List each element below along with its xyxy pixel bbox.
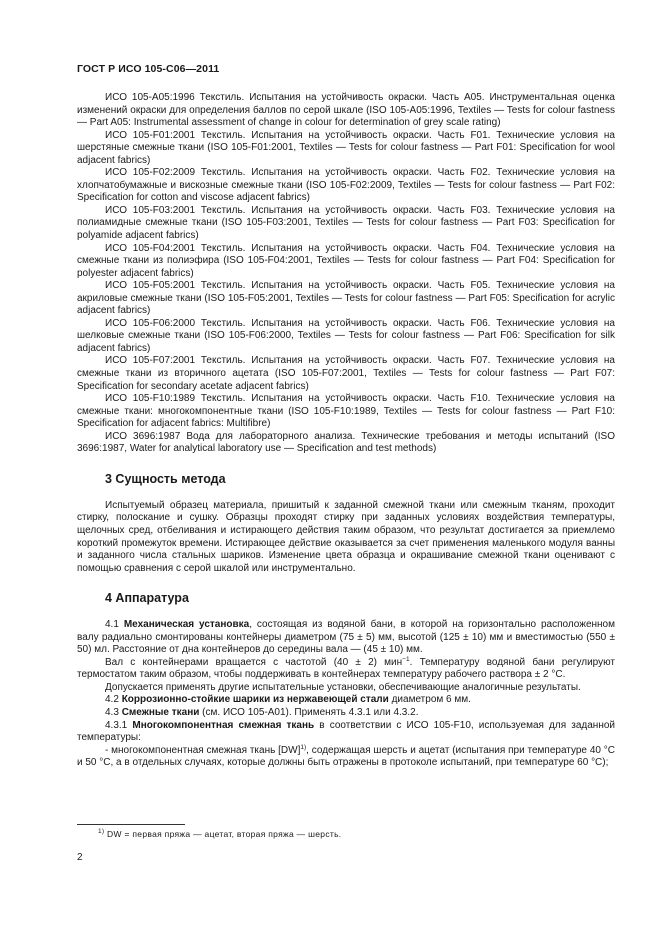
- footnote-mark: 1): [98, 828, 105, 835]
- clause-term: Механическая установка: [123, 619, 250, 631]
- reference-item: ИСО 105-F05:2001 Текстиль. Испытания на устойчивость окраски. Часть F05. Технические условия на акриловые смежные ткани (ISO 105-F05:2001, Textiles — Tests for colour fastness — Part F05: Specification for acrylic adjacent fabrics): [77, 280, 615, 317]
- reference-item: ИСО 105-F07:2001 Текстиль. Испытания на устойчивость окраски. Часть F07. Технические условия на смежные ткани из вторичного ацетата (ISO 105-F07:2001, Textiles — Tests for colour fastness — Part F07: Specification for secondary acetate adjacent fabrics): [77, 355, 615, 392]
- clause-number: 4.3.1: [105, 719, 128, 731]
- clause-4-3: [77, 707, 615, 720]
- page-number: 2: [77, 852, 83, 863]
- clause-text: диаметром 6 мм.: [388, 694, 471, 706]
- clause-term: Смежные ткани: [121, 706, 200, 718]
- reference-item: ИСО 105-F04:2001 Текстиль. Испытания на устойчивость окраски. Часть F04. Технические условия на смежные ткани из полиэфира (ISO 105-F04:2001, Textiles — Tests for colour fastness — Part F04: Specification for polyester adjacent fabrics): [77, 242, 615, 279]
- clause-text: (см. ИСО 105-А01). Применять 4.3.1 или 4.3.2.: [199, 706, 419, 718]
- clause-text: , состоящая из водяной бани, в которой на горизонтально расположенном валу радиально смонтированы контейнеры диаметром (75 ± 5) мм, высотой (125 ± 10) мм и вместимостью (550 ± 50) мл. Расстояние от дна контейнеров до середины вала — (45 ± 10) мм.: [77, 619, 615, 656]
- clause-term: Коррозионно-стойкие шарики из нержавеющей стали: [121, 694, 389, 706]
- clause-4-2: [77, 694, 615, 707]
- clause-number: 4.3: [105, 706, 119, 718]
- reference-item: ИСО 105-F01:2001 Текстиль. Испытания на устойчивость окраски. Часть F01. Технические условия на шерстяные смежные ткани (ISO 105-F01:2001, Textiles — Tests for colour fastness — Part F01: Specification for wool adjacent fabrics): [77, 129, 615, 166]
- footnote: [98, 829, 341, 840]
- clause-text: , содержащая шерсть и ацетат (испытания при температуре 40 °С и 50 °С, а в отдельных случаях, которые должны быть отражены в протоколе испытаний, при температуре 60 °С);: [77, 744, 615, 769]
- footnote-text: DW = первая пряжа — ацетат, вторая пряжа — шерсть.: [104, 829, 342, 839]
- reference-item: ИСО 105-F10:1989 Текстиль. Испытания на устойчивость окраски. Часть F10. Технические условия на смежные ткани: многокомпонентные ткани (ISO 105-F10:1989, Textiles — Tests for colour fastness — Part F10: Specification for adjacent fabrics: Multifibre): [77, 393, 615, 430]
- document-header: ГОСТ Р ИСО 105-С06—2011: [77, 63, 220, 75]
- section-4-heading: 4 Аппаратура: [105, 591, 189, 606]
- reference-item: ИСО 105-F06:2000 Текстиль. Испытания на устойчивость окраски. Часть F06. Технические условия на шелковые смежные ткани (ISO 105-F06:2000, Textiles — Tests for colour fastness — Part F06: Specification for silk adjacent fabrics): [77, 317, 615, 354]
- clause-4-1: [77, 619, 615, 657]
- clause-number: 4.1: [105, 619, 119, 631]
- section-3-heading: 3 Сущность метода: [105, 471, 226, 486]
- page-content: [77, 92, 615, 770]
- clause-text: . Температуру водяной бани регулируют термостатом таким образом, чтобы поддерживать в контейнерах температуру рабочего раствора ± 2 °С.: [77, 656, 615, 681]
- reference-item: ИСО 105-А05:1996 Текстиль. Испытания на устойчивость окраски. Часть А05. Инструментальная оценка изменений окраски для определения баллов по серой шкале (ISO 105-A05:1996, Textiles — Tests for colour fastness — Part A05: Instrumental assessment of change in colour for determination of grey scale rating): [77, 92, 615, 129]
- clause-number: 4.2: [105, 694, 119, 706]
- footnote-divider: [77, 824, 185, 825]
- clause-4-1-alternative: Допускается применять другие испытательные установки, обеспечивающие аналогичные результаты.: [105, 681, 581, 693]
- superscript: −1: [402, 655, 410, 663]
- clause-4-3-1-item: [77, 745, 615, 770]
- clause-text: - многокомпонентная смежная ткань [DW]: [105, 744, 301, 756]
- reference-item: ИСО 3696:1987 Вода для лабораторного анализа. Технические требования и методы испытаний (ISO 3696:1987, Water for analytical laboratory use — Specification and test methods): [77, 430, 615, 455]
- footnote-ref: 1): [300, 743, 307, 751]
- clause-text: Вал с контейнерами вращается с частотой (40 ± 2) мин: [105, 656, 403, 668]
- clause-4-3-1: [77, 720, 615, 745]
- clause-term: Многокомпонентная смежная ткань: [132, 719, 315, 731]
- clause-4-1-rotation: [77, 657, 615, 682]
- normative-references: [77, 92, 615, 456]
- reference-item: ИСО 105-F03:2001 Текстиль. Испытания на устойчивость окраски. Часть F03. Технические условия на полиамидные смежные ткани (ISO 105-F03:2001, Textiles — Tests for colour fastness — Part F03: Specification for polyamide adjacent fabrics): [77, 204, 615, 242]
- clause-text: в соответствии с ИСО 105-F10, используемая для заданной температуры:: [77, 719, 615, 744]
- section-3-text: Испытуемый образец материала, пришитый к заданной смежной ткани или смежным тканям, проходит стирку, полоскание и сушку. Образцы проходят стирку при заданных условиях воздействия температуры, щелочных сред, отбеливания и истирающего действия таким образом, что результат достигается за приемлемо короткий промежуток времени. Истирающее действие оказывается за счет применения маленького модуля ванны и заданного числа стальных шариков. Изменение цвета образца и окрашивание смежной ткани оценивают с помощью сравнения с серой шкалой или инструментально.: [77, 499, 615, 574]
- reference-item: ИСО 105-F02:2009 Текстиль. Испытания на устойчивость окраски. Часть F02. Технические условия на хлопчатобумажные и вискозные смежные ткани (ISO 105-F02:2009, Textiles — Tests for colour fastness — Part F02: Specification for cotton and viscose adjacent fabrics): [77, 167, 615, 204]
